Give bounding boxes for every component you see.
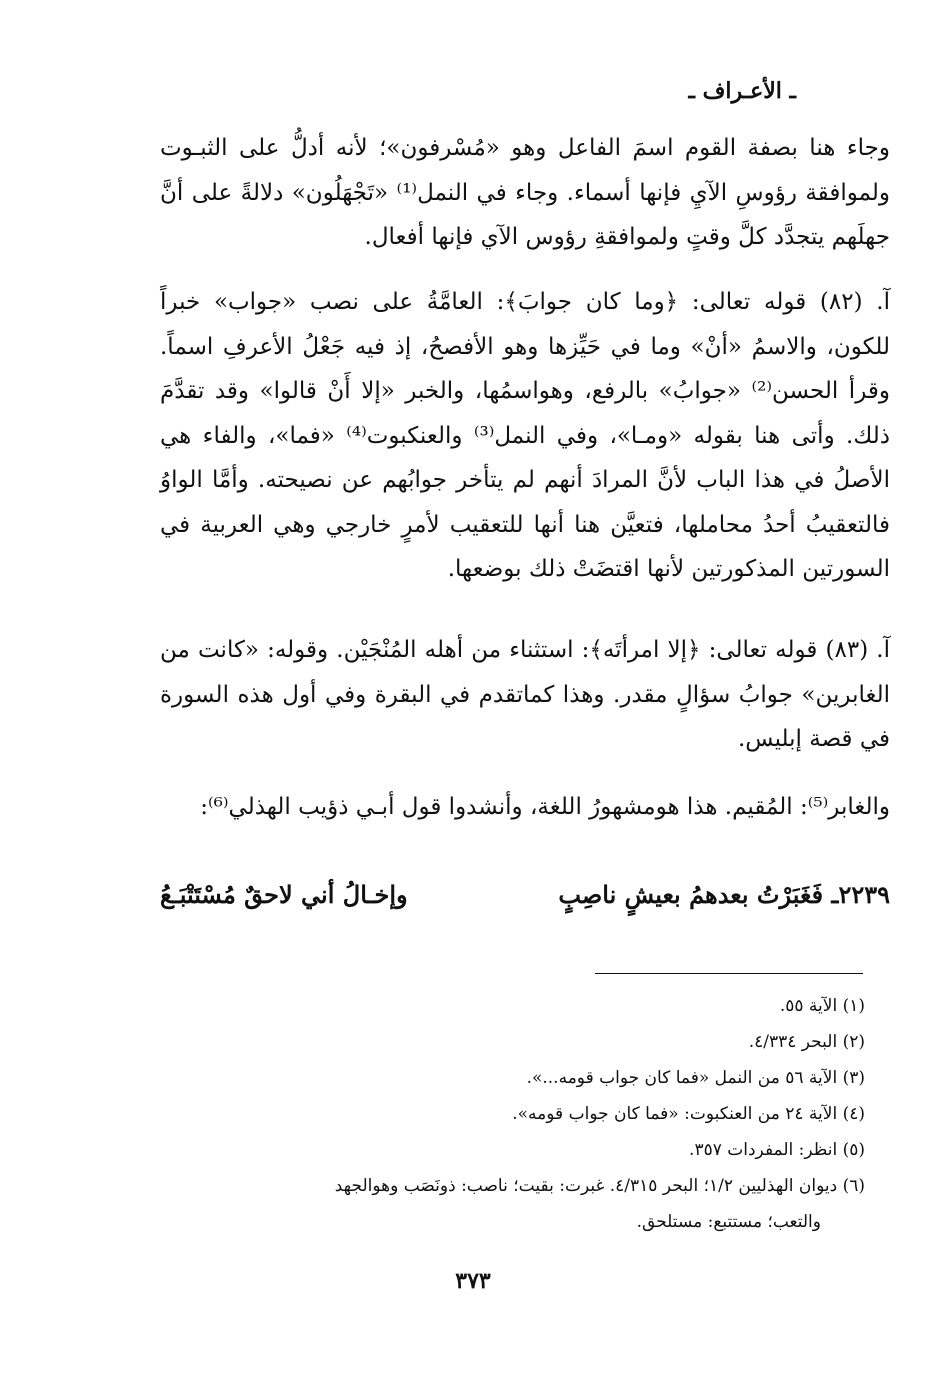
footnote-item: (٣) الآية ٥٦ من النمل «فما كان جواب قومه...». [526,1068,865,1088]
paragraph-text: آ. (٨٢) قوله تعالى: ﴿وما كان جوابَ﴾: العامَّةُ على نصب «جواب» خبراً للكون، والاسمُ «أنْ» وما في حَيِّزها وهو الأفصحُ، إذ فيه جَعْلُ الأعرفِ اسماً. وقرأ الحسن⁽²⁾ «جوابُ» بالرفع، وهواسمُها، والخبر «إلا أَنْ قالوا» وقد تقدَّمَ ذلك. وأتى هنا بقوله «ومـا»، وفي النمل⁽³⁾ والعنكبوت⁽⁴⁾ «فما»، والفاء هي الأصلُ في هذا الباب لأنَّ المرادَ أنهم لم يتأخر جوابُهم عن نصيحته. وأمَّا الواوُ فالتعقيبُ أحدُ محاملها، فتعيَّن هنا أنها للتعقيب لأمرٍ خارجي وهي العربية في السورتين المذكورتين لأنها اقتضَتْ ذلك بوضعها. [160,289,890,582]
paragraph-4 [160,785,890,830]
footnote-item: (٥) انظر: المفردات ٣٥٧. [689,1140,865,1160]
paragraph-2 [160,280,890,592]
paragraph-text: والغابر⁽⁵⁾: المُقيم. هذا هومشهورُ اللغة، وأنشدوا قول أبـي ذؤيب الهذلي⁽⁶⁾: [200,794,890,820]
running-header: ـ الأعـراف ـ [688,78,796,104]
footnote-item: (٤) الآية ٢٤ من العنكبوت: «فما كان جواب قومه». [512,1104,865,1124]
footnote-continuation: والتعب؛ مستتبع: مستلحق. [636,1212,821,1232]
footnote-item: (٦) ديوان الهذليين ١/٢؛ البحر ٤/٣١٥. غبرت: بقيت؛ ناصب: ذونَصَب وهوالجهد [334,1176,865,1196]
verse-second-hemistich: وإخـالُ أني لاحقٌ مُسْتَتْبَـعُ [160,880,408,909]
page-number: ٣٧٣ [455,1268,491,1294]
verse-first-hemistich: ٢٢٣٩ـ فَغَبَرْتُ بعدهمُ بعيشٍ ناصِبٍ [558,880,890,909]
footnotes [160,988,865,1240]
footnote-divider [595,973,863,974]
paragraph-3 [160,628,890,762]
paragraph-text: آ. (٨٣) قوله تعالى: ﴿إلا امرأتَه﴾: استثناء من أهله المُنْجَيْن. وقوله: «كانت من الغابرين» جوابُ سؤالٍ مقدر. وهذا كماتقدم في البقرة وفي أول هذه السورة في قصة إبليس. [160,637,890,752]
paragraph-1 [160,126,890,260]
paragraph-text: وجاء هنا بصفة القوم اسمَ الفاعل وهو «مُسْرفون»؛ لأنه أدلُّ على الثبـوت ولموافقة رؤوسِ الآيِ فإنها أسماء. وجاء في النمل⁽¹⁾ «تَجْهَلُون» دلالةً على أنَّ جهلَهم يتجدَّد كلَّ وقتٍ ولموافقةِ رؤوس الآي فإنها أفعال. [160,135,890,250]
footnote-item: (٢) البحر ٤/٣٣٤. [748,1032,865,1052]
footnote-item: (١) الآية ٥٥. [779,996,865,1016]
